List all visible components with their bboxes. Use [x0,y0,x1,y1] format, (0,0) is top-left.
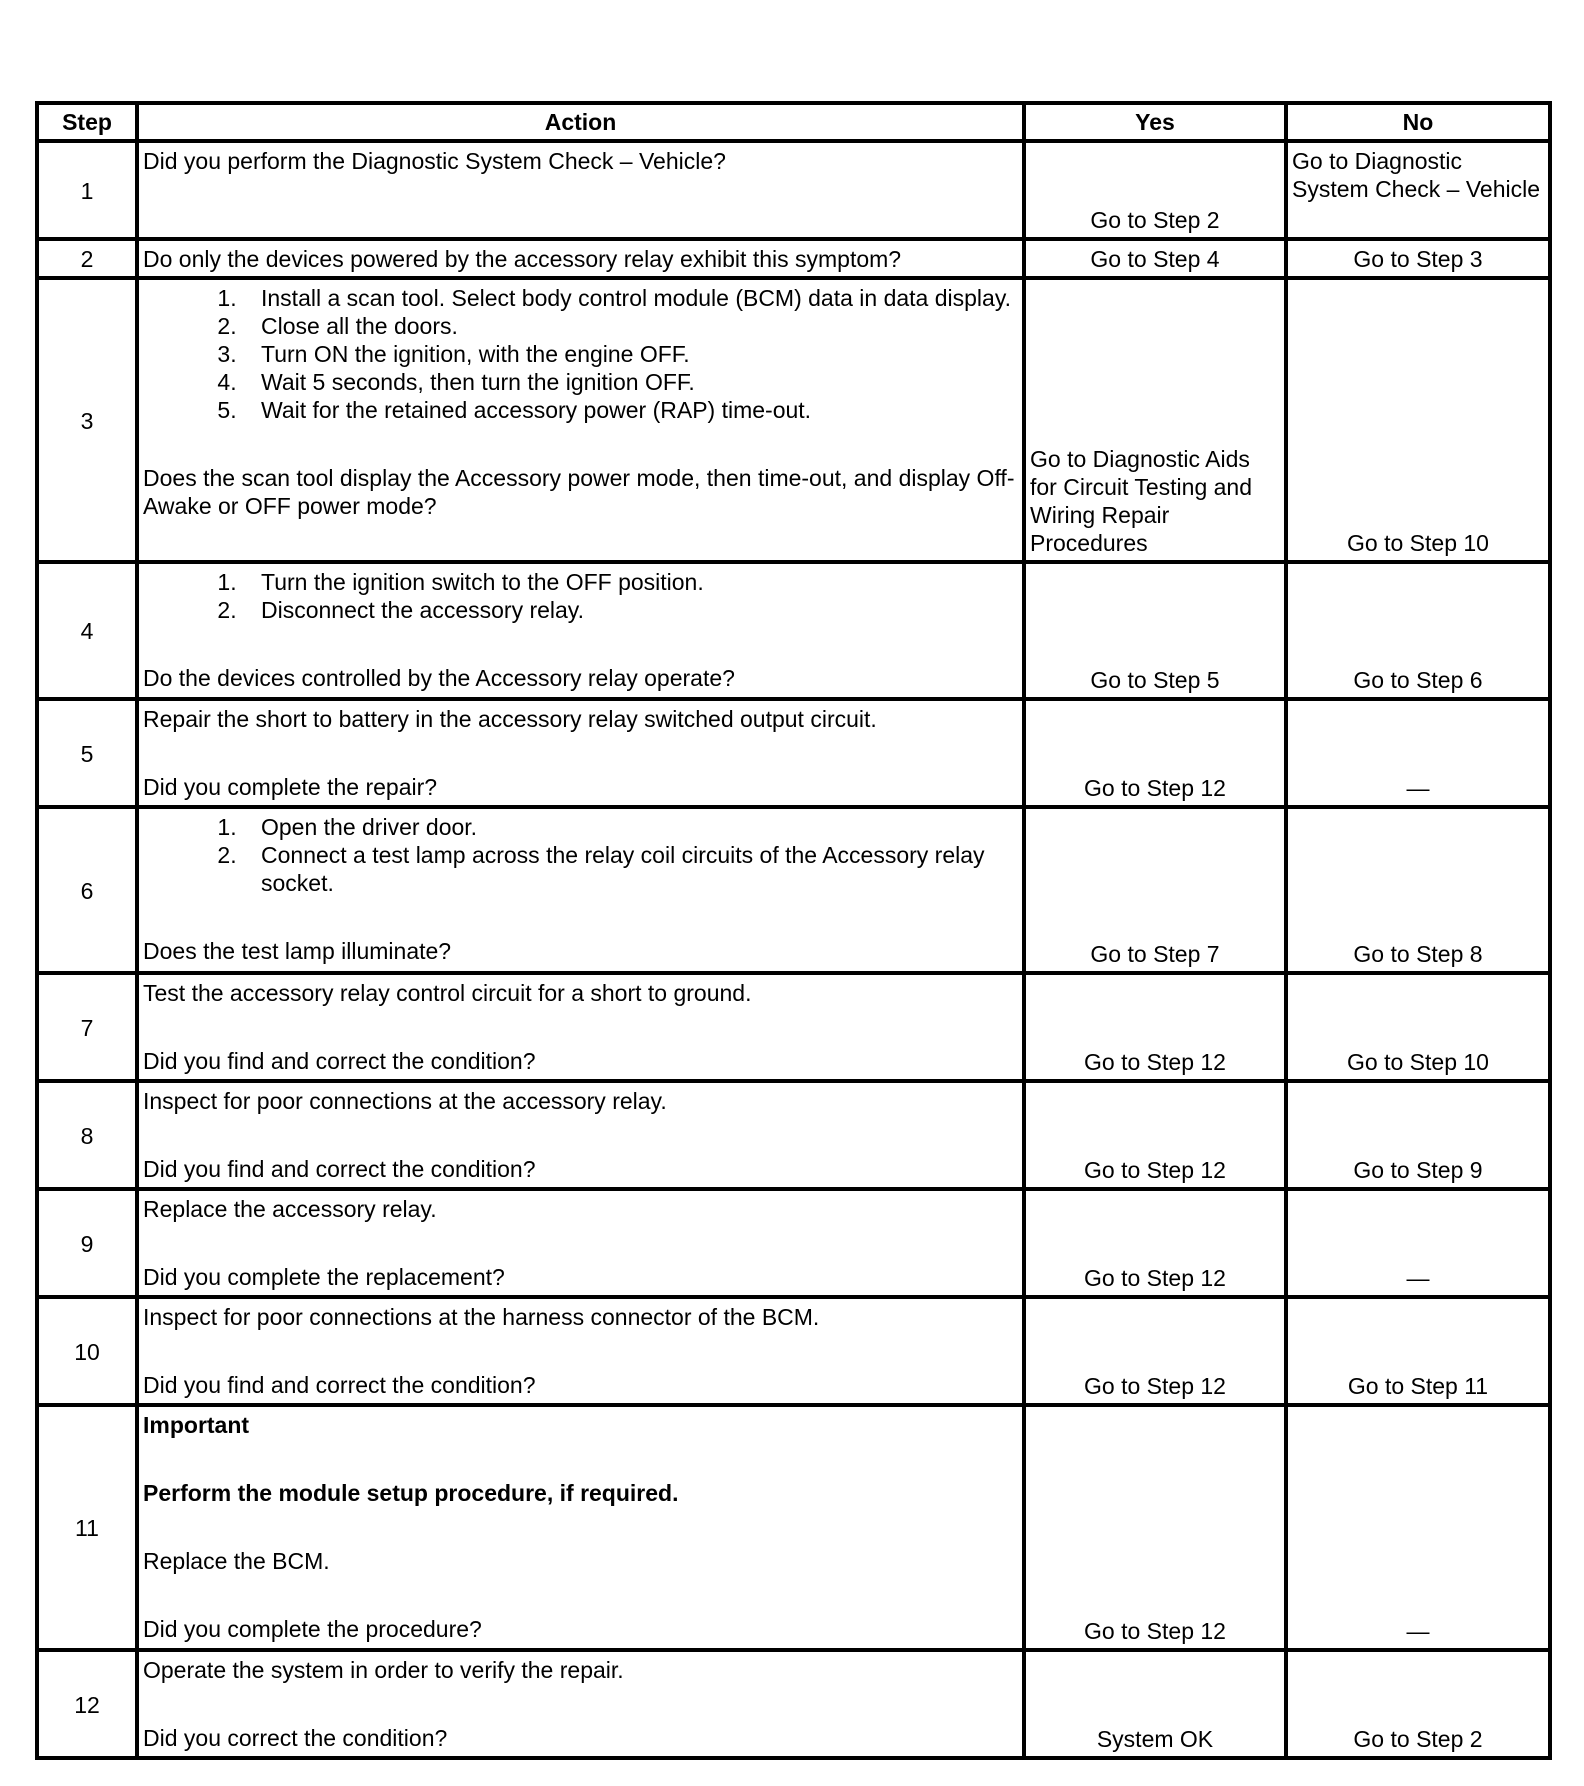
yes-cell: Go to Diagnostic Aids for Circuit Testing and Wiring Repair Procedures [1024,278,1286,562]
procedure-item: 2. Close all the doors. [243,312,1018,340]
procedure-list [143,813,1018,897]
diagnostic-table [35,101,1552,1760]
no-cell: — [1286,1405,1550,1650]
table-row [37,562,1550,699]
yes-cell: Go to Step 4 [1024,239,1286,278]
yes-cell: Go to Step 5 [1024,562,1286,699]
table-row [37,239,1550,278]
no-cell: Go to Step 9 [1286,1081,1550,1189]
procedure-list [143,284,1018,424]
step-number: 8 [37,1081,137,1189]
step-number: 10 [37,1297,137,1405]
step-number: 12 [37,1650,137,1758]
header-action: Action [137,103,1024,141]
header-step: Step [37,103,137,141]
no-cell: Go to Step 8 [1286,807,1550,973]
action-text: Operate the system in order to verify the repair. [143,1657,624,1683]
procedure-item: 3. Turn ON the ignition, with the engine OFF. [243,340,1018,368]
action-question: Did you complete the repair? [143,774,438,800]
action-question: Did you find and correct the condition? [143,1048,536,1074]
step-number: 9 [37,1189,137,1297]
table-row [37,141,1550,239]
procedure-item: 2. Connect a test lamp across the relay coil circuits of the Accessory relay socket. [243,841,1018,897]
action-text: Replace the accessory relay. [143,1196,437,1222]
procedure-item: 1. Install a scan tool. Select body control module (BCM) data in data display. [243,284,1018,312]
yes-cell: Go to Step 12 [1024,699,1286,807]
yes-cell: Go to Step 12 [1024,973,1286,1081]
procedure-item: 4. Wait 5 seconds, then turn the ignition OFF. [243,368,1018,396]
yes-cell: System OK [1024,1650,1286,1758]
action-cell [137,562,1024,699]
no-cell: Go to Diagnostic System Check – Vehicle [1286,141,1550,239]
header-row [37,103,1550,141]
action-question: Does the scan tool display the Accessory power mode, then time-out, and display Off-Awake or OFF power mode? [143,465,1015,519]
no-cell: — [1286,699,1550,807]
action-question: Does the test lamp illuminate? [143,938,452,964]
action-text: Do only the devices powered by the accessory relay exhibit this symptom? [143,246,902,272]
no-cell: Go to Step 10 [1286,973,1550,1081]
table-row [37,1081,1550,1189]
yes-cell: Go to Step 12 [1024,1189,1286,1297]
procedure-list [143,568,1018,624]
action-cell [137,141,1024,239]
no-cell: Go to Step 6 [1286,562,1550,699]
procedure-item: 1. Turn the ignition switch to the OFF position. [243,568,1018,596]
action-cell [137,278,1024,562]
action-text: Inspect for poor connections at the accessory relay. [143,1088,667,1114]
step-number: 3 [37,278,137,562]
table-row [37,699,1550,807]
table-row [37,1297,1550,1405]
step-number: 6 [37,807,137,973]
yes-cell: Go to Step 2 [1024,141,1286,239]
action-question: Did you find and correct the condition? [143,1372,536,1398]
no-cell: Go to Step 3 [1286,239,1550,278]
action-text: Repair the short to battery in the accessory relay switched output circuit. [143,706,877,732]
table-row [37,1650,1550,1758]
procedure-item: 1. Open the driver door. [243,813,1018,841]
yes-cell: Go to Step 7 [1024,807,1286,973]
action-cell [137,1297,1024,1405]
yes-cell: Go to Step 12 [1024,1405,1286,1650]
no-cell: Go to Step 10 [1286,278,1550,562]
step-number: 4 [37,562,137,699]
yes-cell: Go to Step 12 [1024,1081,1286,1189]
action-cell [137,699,1024,807]
action-question: Did you complete the procedure? [143,1616,482,1642]
action-cell [137,1650,1024,1758]
action-cell [137,1405,1024,1650]
action-text: Replace the BCM. [143,1548,330,1574]
action-cell [137,1081,1024,1189]
no-cell: Go to Step 11 [1286,1297,1550,1405]
action-text: Test the accessory relay control circuit for a short to ground. [143,980,752,1006]
important-heading: Important [143,1412,250,1438]
action-cell [137,973,1024,1081]
header-no: No [1286,103,1550,141]
action-text: Did you perform the Diagnostic System Check – Vehicle? [143,148,726,174]
action-question: Did you find and correct the condition? [143,1156,536,1182]
table-row [37,278,1550,562]
no-cell: — [1286,1189,1550,1297]
step-number: 1 [37,141,137,239]
table-row [37,973,1550,1081]
table-row [37,1189,1550,1297]
table-row [37,1405,1550,1650]
procedure-item: 5. Wait for the retained accessory power (RAP) time-out. [243,396,1018,424]
action-cell [137,807,1024,973]
no-cell: Go to Step 2 [1286,1650,1550,1758]
procedure-item: 2. Disconnect the accessory relay. [243,596,1018,624]
yes-cell: Go to Step 12 [1024,1297,1286,1405]
action-question: Do the devices controlled by the Accessory relay operate? [143,665,735,691]
important-note: Perform the module setup procedure, if required. [143,1480,679,1506]
action-cell [137,1189,1024,1297]
table-row [37,807,1550,973]
action-cell [137,239,1024,278]
step-number: 11 [37,1405,137,1650]
action-text: Inspect for poor connections at the harness connector of the BCM. [143,1304,820,1330]
action-question: Did you correct the condition? [143,1725,448,1751]
header-yes: Yes [1024,103,1286,141]
action-question: Did you complete the replacement? [143,1264,505,1290]
step-number: 7 [37,973,137,1081]
step-number: 5 [37,699,137,807]
step-number: 2 [37,239,137,278]
